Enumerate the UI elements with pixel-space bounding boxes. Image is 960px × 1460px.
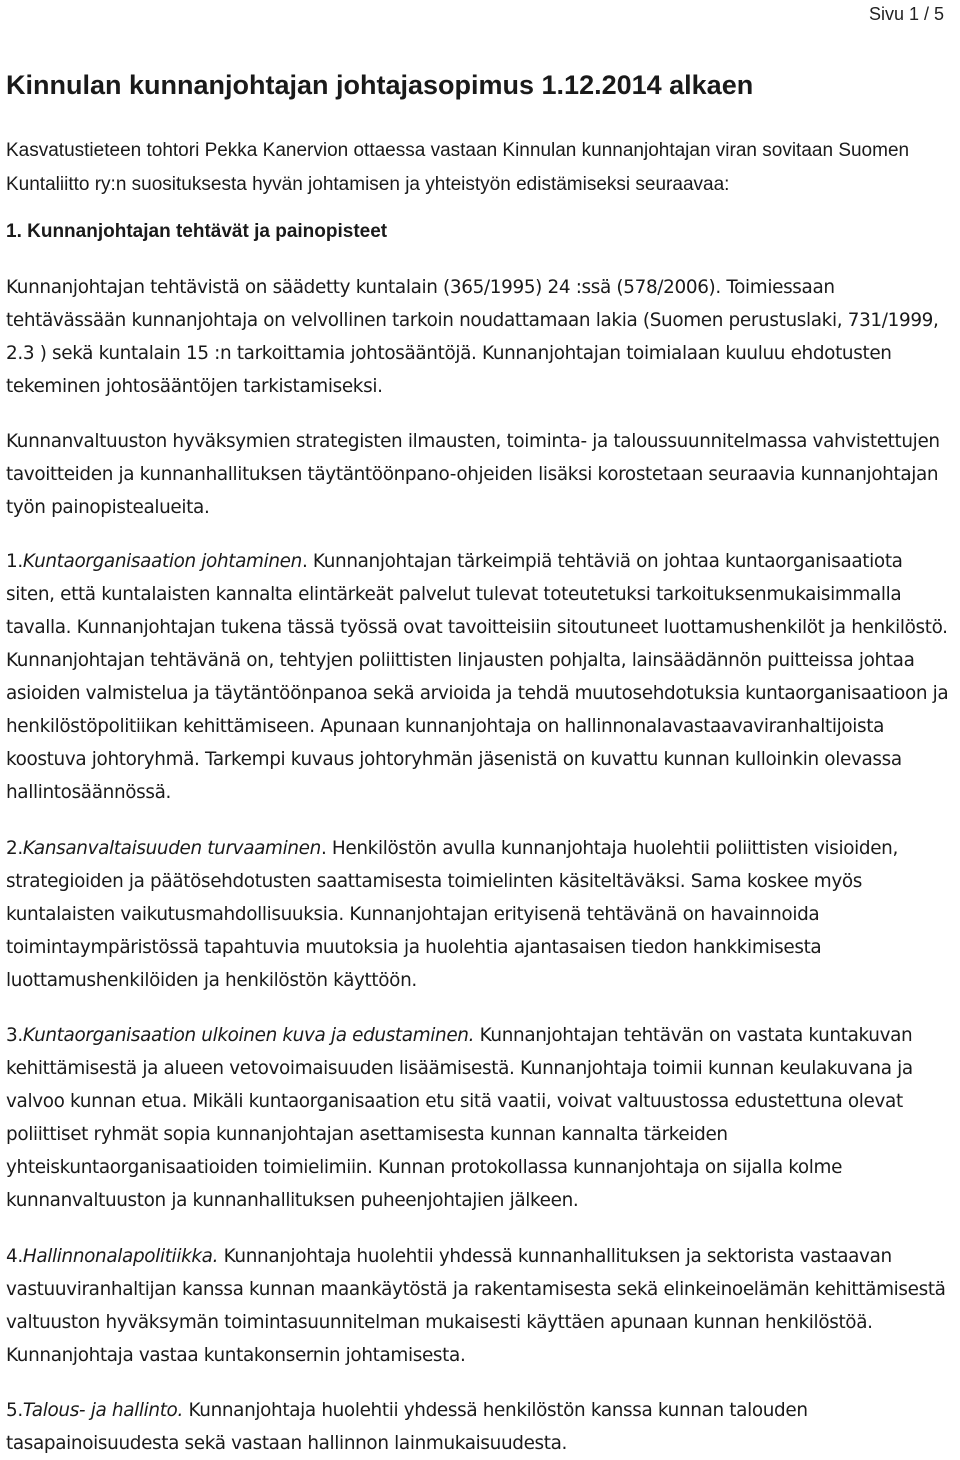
duties-paragraph: Kunnanjohtajan tehtävistä on säädetty kuntalain (365/1995) 24 :ssä (578/2006). Toimiessaan tehtävässään kunnanjohtaja on velvollinen tarkoin noudattamaan lakia (Suomen perustuslaki, 731/1999, 2.3 ) sekä kuntalain 15 :n tarkoittamia johtosääntöjä. Kunnanjohtajan toimialaan kuuluu ehdotusten tekeminen johtosääntöjen tarkistamiseksi.	[6, 277, 939, 397]
focus-item	[6, 1019, 954, 1217]
focus-item-text: Kunnanjohtaja huolehtii yhdessä kunnanhallituksen ja sektorista vastaavan vastuuviranhaltijan kanssa kunnan maankäytöstä ja rakentamisesta sekä elinkeinoelämän kehittämisestä valtuuston hyväksymän toimintasuunnitelman mukaisesti käyttäen apunaan kunnan henkilöstöä. Kunnanjohtaja vastaa kuntakonsernin johtamisesta.	[6, 1246, 946, 1366]
focus-item	[6, 545, 954, 809]
focus-item	[6, 1240, 954, 1372]
intro-paragraph: Kasvatustieteen tohtori Pekka Kanervion ottaessa vastaan Kinnulan kunnanjohtajan viran sovitaan Suomen Kuntaliitto ry:n suosituksesta hyvän johtamisen ja yhteistyön edistämiseksi seuraavaa:	[6, 140, 910, 195]
focus-item-number: 4.	[6, 1246, 23, 1267]
focus-item-number: 1.	[6, 551, 23, 572]
focus-item-number: 3.	[6, 1025, 23, 1046]
focus-item-text: Kunnanjohtaja huolehtii yhdessä henkilöstön kanssa kunnan talouden tasapainoisuudesta sekä vastaan hallinnon lainmukaisuudesta.	[6, 1400, 808, 1454]
focus-item-text: Kunnanjohtajan tehtävän on vastata kuntakuvan kehittämisestä ja alueen vetovoimaisuuden lisäämisestä. Kunnanjohtaja toimii kunnan keulakuvana ja valvoo kunnan etua. Mikäli kuntaorganisaation etu sitä vaatii, voivat valtuustossa edustettuna olevat poliittiset ryhmät sopia kunnanjohtajan asettamisesta kunnan kannalta tärkeiden yhteiskuntaorganisaatioiden toimielimiin. Kunnan protokollassa kunnanjohtaja on sijalla kolme kunnanvaltuuston ja kunnanhallituksen puheenjohtajien jälkeen.	[6, 1025, 913, 1211]
focus-item-lead: Kansanvaltaisuuden turvaaminen	[22, 838, 321, 859]
focus-item-lead: Hallinnonalapolitiikka.	[22, 1246, 219, 1267]
focus-item-number: 5.	[6, 1400, 23, 1421]
focus-item-text: . Henkilöstön avulla kunnanjohtaja huolehtii poliittisten visioiden, strategioiden ja päätösehdotusten saattamisesta toimielinten käsiteltäväksi. Sama koskee myös kuntalaisten vaikutusmahdollisuuksia. Kunnanjohtajan erityisenä tehtävänä on havainnoida toimintaympäristössä tapahtuvia muutoksia ja huolehtia ajantasaisen tiedon hankkimisesta luottamushenkilöiden ja henkilöstön käyttöön.	[6, 838, 898, 991]
focus-areas-paragraph: Kunnanvaltuuston hyväksymien strategisten ilmausten, toiminta- ja taloussuunnitelmassa vahvistettujen tavoitteiden ja kunnanhallituksen täytäntöönpano-ohjeiden lisäksi korostetaan seuraavia kunnanjohtajan työn painopistealueita.	[6, 431, 940, 518]
section-heading: 1. Kunnanjohtajan tehtävät ja painopisteet	[6, 221, 388, 242]
page-number: Sivu 1 / 5	[868, 4, 944, 24]
focus-item-lead: Kuntaorganisaation johtaminen	[22, 551, 302, 572]
document-title: Kinnulan kunnanjohtajan johtajasopimus 1.12.2014 alkaen	[6, 70, 754, 100]
focus-item	[6, 1394, 954, 1460]
focus-item-text: . Kunnanjohtajan tärkeimpiä tehtäviä on johtaa kuntaorganisaatiota siten, että kuntalaisten kannalta elintärkeät palvelut tulevat toteutetuksi tarkoituksenmukaisimmalla tavalla. Kunnanjohtajan tukena tässä työssä ovat tavoitteisiin sitoutuneet luottamushenkilöt ja henkilöstö. Kunnanjohtajan tehtävänä on, tehtyjen poliittisten linjausten pohjalta, lainsäädännön puitteissa johtaa asioiden valmistelua ja täytäntöönpanoa sekä arvioida ja tehdä muutosehdotuksia kuntaorganisaatioon ja henkilöstöpolitiikan kehittämiseen. Apunaan kunnanjohtaja on hallinnonalavastaavaviranhaltijoista koostuva johtoryhmä. Tarkempi kuvaus johtoryhmän jäsenistä on kuvattu kunnan kulloinkin olevassa hallintosäännössä.	[6, 551, 949, 803]
focus-item	[6, 832, 954, 997]
focus-item-lead: Kuntaorganisaation ulkoinen kuva ja edustaminen.	[22, 1025, 475, 1046]
focus-item-number: 2.	[6, 838, 23, 859]
focus-item-lead: Talous- ja hallinto.	[22, 1400, 183, 1421]
